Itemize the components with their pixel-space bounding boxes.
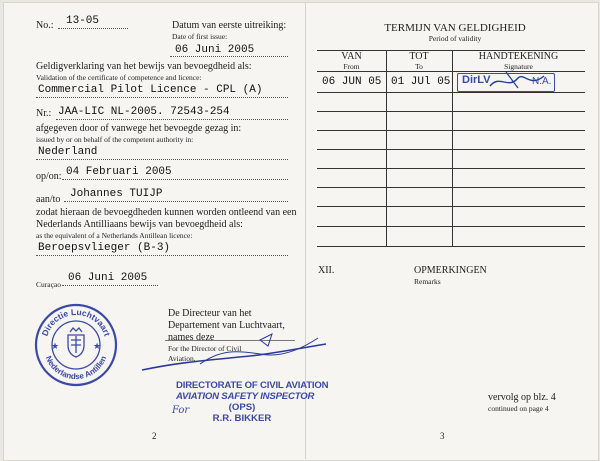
- issue-label: Datum van eerste uitreiking:: [172, 20, 287, 31]
- col-from-header: VAN: [341, 51, 362, 62]
- no-underline: [58, 28, 128, 29]
- stamp-line-4: R.R. BIKKER: [212, 413, 272, 424]
- zodat-line-2: Nederlands Antilliaans bewijs van bevoegdheid als:: [36, 219, 243, 230]
- table-row-border-9: [317, 246, 585, 247]
- section-number: XII.: [318, 265, 335, 276]
- continued-text: vervolg op blz. 4: [488, 392, 556, 403]
- curacao-underline: [62, 285, 158, 286]
- zodat-line-1: zodat hieraan de bevoegdheden kunnen worden ontleend van een: [36, 207, 297, 218]
- director-line-1: De Directeur van het: [168, 308, 252, 319]
- signature-scribble-icon: [140, 320, 330, 380]
- col-sig-header: HANDTEKENING: [478, 51, 559, 62]
- page-number-right: 3: [440, 431, 445, 441]
- stamp-for-text: For: [172, 405, 190, 416]
- col-to-header: TOT: [409, 51, 429, 62]
- table-row-border-2: [317, 111, 585, 112]
- aan-value: Johannes TUIJP: [70, 188, 163, 200]
- validity-title: TERMIJN VAN GELDIGHEID: [384, 22, 526, 34]
- table-row-border-4: [317, 149, 585, 150]
- director-en-1: For the Director of Civil: [168, 344, 242, 353]
- col-from-header-en: From: [343, 62, 360, 71]
- equivalent-underline: [36, 255, 288, 256]
- table-row-border-8: [317, 226, 585, 227]
- country-value: Nederland: [38, 146, 98, 158]
- no-value: 13-05: [66, 15, 100, 27]
- official-seal-icon: [34, 303, 118, 387]
- licence-underline: [36, 97, 288, 98]
- row1-sig-stamp-text: DirLV: [462, 74, 491, 86]
- no-label: No.:: [36, 20, 54, 31]
- director-line-3: names deze: [168, 332, 215, 343]
- table-row-border-6: [317, 187, 585, 188]
- issue-value: 06 Juni 2005: [175, 44, 255, 56]
- row1-sig-scribble-icon: [488, 68, 548, 94]
- nr-label: Nr.:: [36, 108, 52, 119]
- table-row-border-7: [317, 206, 585, 207]
- issue-label-en: Date of first issue:: [172, 32, 228, 41]
- nr-underline: [56, 119, 288, 120]
- op-underline: [62, 179, 288, 180]
- table-row-border-5: [317, 168, 585, 169]
- licence-value: Commercial Pilot Licence - CPL (A): [38, 84, 263, 96]
- page-number-left: 2: [152, 431, 157, 441]
- svg-text:Directie Luchtvaart: [40, 307, 113, 338]
- row1-sig-stamp-text-2: N.A.: [532, 76, 552, 87]
- equivalent-label: as the equivalent of a Netherlands Antillean licence:: [36, 231, 193, 240]
- stamp-line-2: AVIATION SAFETY INSPECTOR: [176, 391, 315, 402]
- issued-by-label: afgegeven door of vanwege het bevoegde gezag in:: [36, 123, 242, 134]
- seal-bottom-text: Nederlandse Antillen: [43, 354, 109, 382]
- aan-underline: [64, 201, 288, 202]
- stamp-line-1: DIRECTORATE OF CIVIL AVIATION: [176, 380, 329, 391]
- issued-by-label-en: issued by or on behalf of the competent authority in:: [36, 135, 194, 144]
- inspector-stamp: [176, 380, 329, 424]
- country-underline: [36, 159, 288, 160]
- op-label: op/on:: [36, 171, 62, 182]
- aan-label: aan/to: [36, 194, 61, 205]
- director-en-2: Aviation,: [168, 354, 196, 363]
- validation-label: Geldigverklaring van het bewijs van bevoegdheid als:: [36, 61, 252, 72]
- equivalent-value: Beroepsvlieger (B-3): [38, 242, 171, 254]
- svg-text:★: ★: [51, 342, 60, 352]
- svg-text:★: ★: [93, 342, 102, 352]
- curacao-label: Curaçao: [36, 280, 61, 289]
- nr-value: JAA-LIC NL-2005. 72543-254: [58, 106, 230, 118]
- stamp-line-3: (OPS): [228, 402, 256, 413]
- issue-underline: [170, 56, 288, 57]
- remarks-heading-en: Remarks: [414, 277, 441, 286]
- op-value: 04 Februari 2005: [66, 166, 172, 178]
- continued-text-en: continued on page 4: [488, 404, 549, 413]
- row1-to-value: 01 JUl 05: [391, 76, 451, 88]
- validation-label-en: Validation of the certificate of competence and licence:: [36, 73, 202, 82]
- director-line-2: Departement van Luchtvaart,: [168, 320, 285, 331]
- row1-from-value: 06 JUN 05: [322, 76, 382, 88]
- seal-top-text: Directie Luchtvaart: [39, 306, 113, 338]
- col-to-header-en: To: [415, 62, 423, 71]
- curacao-value: 06 Juni 2005: [68, 272, 148, 284]
- col-sig-header-en: Signature: [504, 62, 533, 71]
- table-row-border-3: [317, 130, 585, 131]
- validity-title-en: Period of validity: [428, 34, 482, 43]
- remarks-heading: OPMERKINGEN: [414, 265, 487, 276]
